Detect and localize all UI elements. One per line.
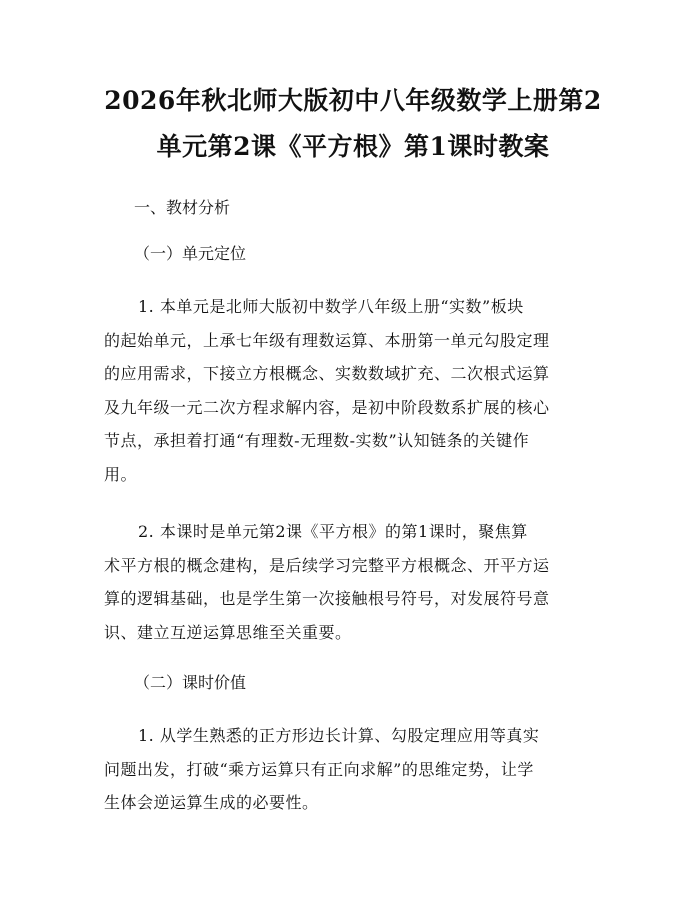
paragraph-lesson-value-1 [104, 719, 602, 820]
paragraph-line: 生体会逆运算生成的必要性。 [104, 793, 319, 812]
paragraph-line: 的起始单元，上承七年级有理数运算、本册第一单元勾股定理 [104, 330, 550, 350]
paragraph-line: 用。 [104, 464, 138, 484]
paragraph-line: 问题出发，打破“乘方运算只有正向求解”的思维定势，让学 [104, 759, 534, 779]
document-title [104, 78, 602, 170]
paragraph-unit-positioning-1 [104, 290, 602, 491]
paragraph-line: 节点，承担着打通“有理数-无理数-实数”认知链条的关键作 [104, 431, 530, 450]
paragraph-line: 1. 从学生熟悉的正方形边长计算、勾股定理应用等真实 [138, 726, 540, 745]
paragraph-line: 1. 本单元是北师大版初中数学八年级上册“实数”板块 [138, 297, 524, 316]
subsection-heading-lesson-value: （二）课时价值 [134, 673, 247, 692]
paragraph-line: 2. 本课时是单元第2课《平方根》的第1课时，聚焦算 [138, 522, 528, 541]
title-line-1: 2026年秋北师大版初中八年级数学上册第2 [104, 86, 602, 115]
paragraph-line: 算的逻辑基础，也是学生第一次接触根号符号，对发展符号意 [104, 589, 550, 608]
paragraph-line: 识、建立互逆运算思维至关重要。 [104, 622, 352, 642]
paragraph-unit-positioning-2 [104, 515, 602, 649]
section-heading-textbook-analysis: 一、教材分析 [134, 198, 231, 217]
paragraph-line: 术平方根的概念建构，是后续学习完整平方根概念、开平方运 [104, 555, 550, 575]
subsection-heading-unit-positioning: （一）单元定位 [134, 244, 247, 263]
title-line-2: 单元第2课《平方根》第1课时教案 [156, 132, 550, 161]
paragraph-line: 的应用需求，下接立方根概念、实数数域扩充、二次根式运算 [104, 364, 550, 383]
paragraph-line: 及九年级一元二次方程求解内容，是初中阶段数系扩展的核心 [104, 397, 550, 417]
